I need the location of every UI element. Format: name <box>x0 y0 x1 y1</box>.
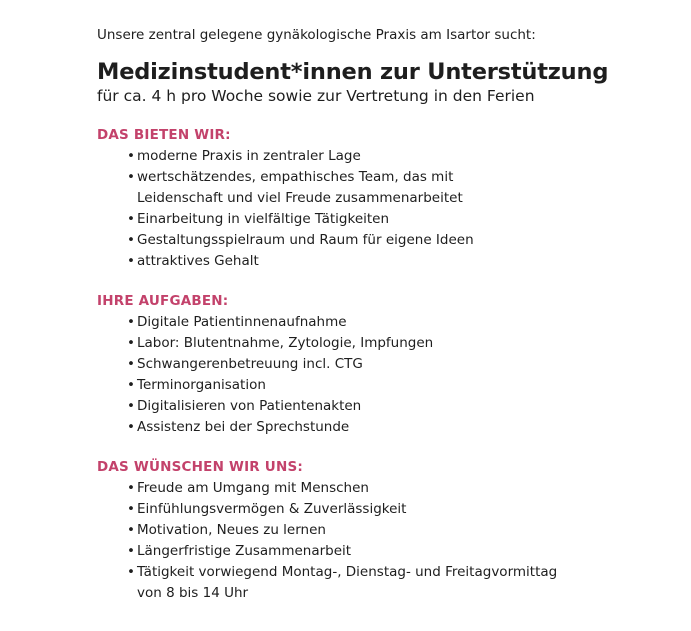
list-item <box>127 417 671 438</box>
offers-list <box>97 146 671 272</box>
intro-text: Unsere zentral gelegene gynäkologische Praxis am Isartor sucht: <box>97 27 536 43</box>
bullet-icon: • <box>127 543 135 559</box>
list-item <box>127 146 671 167</box>
list-item <box>127 251 671 272</box>
list-item-text: Einfühlungsvermögen & Zuverlässigkeit <box>137 501 407 517</box>
bullet-icon: • <box>127 232 135 248</box>
bullet-icon: • <box>127 211 135 227</box>
bullet-icon: • <box>127 398 135 414</box>
bullet-icon: • <box>127 335 135 351</box>
list-item-text: Freude am Umgang mit Menschen <box>137 480 369 496</box>
bullet-icon: • <box>127 169 135 185</box>
list-item <box>127 396 671 417</box>
list-item-text: Digitale Patientinnenaufnahme <box>137 314 347 330</box>
list-item <box>127 562 671 604</box>
list-item <box>127 167 671 209</box>
list-item-text: wertschätzendes, empathisches Team, das mit Leidenschaft und viel Freude zusammenarbeitet <box>137 169 463 206</box>
bullet-icon: • <box>127 501 135 517</box>
list-item <box>127 312 671 333</box>
page-title: Medizinstudent*innen zur Unterstützung <box>97 59 609 85</box>
bullet-icon: • <box>127 480 135 496</box>
list-item-text: moderne Praxis in zentraler Lage <box>137 148 361 164</box>
list-item-text: Tätigkeit vorwiegend Montag-, Dienstag- und Freitagvormittag von 8 bis 14 Uhr <box>137 564 558 601</box>
bullet-icon: • <box>127 148 135 164</box>
list-item <box>127 499 671 520</box>
list-item <box>127 333 671 354</box>
list-item-text: Schwangerenbetreuung incl. CTG <box>137 356 363 372</box>
section-heading: IHRE AUFGABEN: <box>97 293 229 309</box>
section-heading: DAS BIETEN WIR: <box>97 127 231 143</box>
list-item <box>127 541 671 562</box>
section-tasks <box>97 292 671 438</box>
tasks-list <box>97 312 671 438</box>
bullet-icon: • <box>127 522 135 538</box>
list-item-text: Digitalisieren von Patientenakten <box>137 398 362 414</box>
requirements-list <box>97 478 671 604</box>
list-item <box>127 478 671 499</box>
list-item-text: Assistenz bei der Sprechstunde <box>137 419 350 435</box>
subtitle: für ca. 4 h pro Woche sowie zur Vertretung in den Ferien <box>97 87 535 105</box>
list-item-text: Gestaltungsspielraum und Raum für eigene Ideen <box>137 232 474 248</box>
list-item <box>127 520 671 541</box>
list-item <box>127 354 671 375</box>
list-item-text: Einarbeitung in vielfältige Tätigkeiten <box>137 211 390 227</box>
bullet-icon: • <box>127 377 135 393</box>
list-item-text: Längerfristige Zusammenarbeit <box>137 543 352 559</box>
list-item-text: Labor: Blutentnahme, Zytologie, Impfungen <box>137 335 434 351</box>
list-item-text: Terminorganisation <box>137 377 266 393</box>
bullet-icon: • <box>127 314 135 330</box>
list-item-text: Motivation, Neues zu lernen <box>137 522 326 538</box>
bullet-icon: • <box>127 253 135 269</box>
section-offers <box>97 126 671 272</box>
list-item <box>127 230 671 251</box>
section-heading: DAS WÜNSCHEN WIR UNS: <box>97 459 303 475</box>
list-item-text: attraktives Gehalt <box>137 253 259 269</box>
bullet-icon: • <box>127 564 135 580</box>
bullet-icon: • <box>127 356 135 372</box>
bullet-icon: • <box>127 419 135 435</box>
list-item <box>127 209 671 230</box>
list-item <box>127 375 671 396</box>
section-requirements <box>97 458 671 604</box>
